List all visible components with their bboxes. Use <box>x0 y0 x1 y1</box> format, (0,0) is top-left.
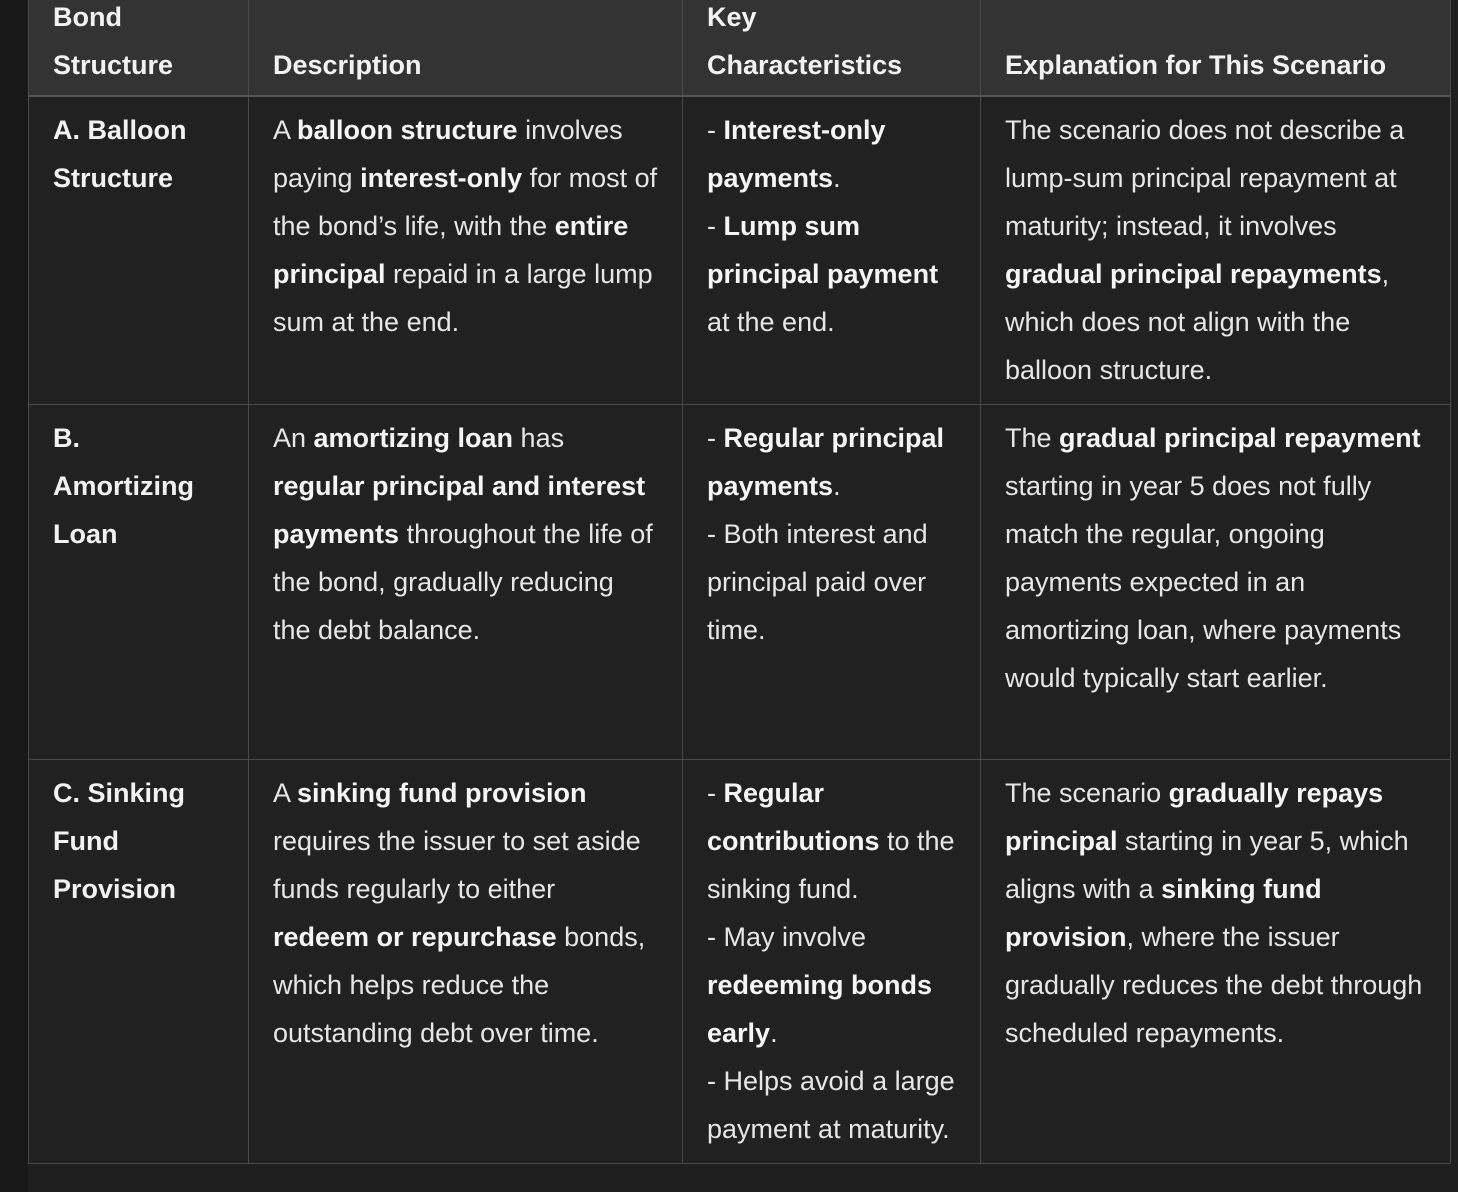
bold-text: Lump sum principal payment <box>707 211 939 289</box>
text-span: - Both interest and principal paid over time. <box>707 519 928 645</box>
row-explanation <box>981 405 1451 760</box>
characteristic-item <box>707 202 956 346</box>
bold-text: Regular contributions <box>707 778 880 856</box>
text-span: - Helps avoid a large payment at maturity. <box>707 1066 955 1144</box>
table-body <box>29 96 1451 1164</box>
bold-text: Interest-only payments <box>707 115 886 193</box>
text-span: at the end. <box>707 307 835 337</box>
table-row <box>29 405 1451 760</box>
characteristic-item <box>707 913 956 1057</box>
characteristic-item <box>707 769 956 913</box>
table-row <box>29 760 1451 1164</box>
left-gutter <box>0 0 28 1192</box>
text-span: An <box>273 423 314 453</box>
text-span: has <box>513 423 565 453</box>
header-description: Description <box>249 0 683 96</box>
text-span: - May involve <box>707 922 867 952</box>
text-span: - <box>707 211 724 241</box>
bold-text: amortizing loan <box>313 423 514 453</box>
bold-text: entire principal <box>273 211 629 289</box>
row-description <box>249 96 683 405</box>
bold-text: regular principal and interest payments <box>273 471 646 549</box>
text-span: . <box>833 163 841 193</box>
characteristic-item <box>707 106 956 202</box>
row-description <box>249 760 683 1164</box>
text-span: . <box>770 1018 778 1048</box>
bond-structure-table <box>28 0 1451 1164</box>
text-span: A <box>273 115 298 145</box>
row-name: A. Balloon Structure <box>29 96 249 405</box>
bold-text: sinking fund provision <box>1005 874 1322 952</box>
characteristic-item <box>707 510 956 654</box>
bold-text: gradual principal repayment <box>1059 423 1421 453</box>
bold-text: redeem or repurchase <box>273 922 557 952</box>
bold-text: sinking fund provision <box>297 778 587 808</box>
row-characteristics <box>683 96 981 405</box>
text-span: . <box>833 471 841 501</box>
text-span: - <box>707 423 724 453</box>
text-span: repaid in a large lump sum at the end. <box>273 259 653 337</box>
bold-text: Regular principal payments <box>707 423 945 501</box>
text-span: The <box>1005 423 1060 453</box>
text-span: A <box>273 778 298 808</box>
bold-text: balloon structure <box>297 115 518 145</box>
row-explanation <box>981 760 1451 1164</box>
bold-text: interest-only <box>360 163 523 193</box>
text-span: bonds, which helps reduce the outstanding debt over time. <box>273 922 646 1048</box>
text-span: throughout the life of the bond, gradually reducing the debt balance. <box>273 519 653 645</box>
text-span: starting in year 5 does not fully match the regular, ongoing payments expected in an amortizing loan, where payments would typically start earlier. <box>1005 471 1402 693</box>
row-characteristics <box>683 405 981 760</box>
table-header <box>29 0 1451 96</box>
header-bond-structure: Bond Structure <box>29 0 249 96</box>
text-span: requires the issuer to set aside funds regularly to either <box>273 826 641 904</box>
text-span: - <box>707 778 724 808</box>
header-explanation: Explanation for This Scenario <box>981 0 1451 96</box>
bold-text: redeeming bonds early <box>707 970 933 1048</box>
text-span: The scenario <box>1005 778 1169 808</box>
text-span: The scenario does not describe a lump-sum principal repayment at maturity; instead, it involves <box>1005 115 1405 241</box>
text-span: involves paying <box>273 115 623 193</box>
header-key-characteristics: Key Characteristics <box>683 0 981 96</box>
text-span: starting in year 5, which aligns with a <box>1005 826 1409 904</box>
text-span: , which does not align with the balloon structure. <box>1005 259 1390 385</box>
row-name: B. Amortizing Loan <box>29 405 249 760</box>
characteristic-item <box>707 1057 956 1153</box>
row-characteristics <box>683 760 981 1164</box>
text-span: for most of the bond’s life, with the <box>273 163 658 241</box>
header-row <box>29 0 1451 96</box>
row-name: C. Sinking Fund Provision <box>29 760 249 1164</box>
comparison-table-container <box>28 0 1450 1164</box>
text-span: to the sinking fund. <box>707 826 955 904</box>
text-span: , where the issuer gradually reduces the debt through scheduled repayments. <box>1005 922 1423 1048</box>
text-span: - <box>707 115 724 145</box>
row-description <box>249 405 683 760</box>
table-row <box>29 96 1451 405</box>
bold-text: gradual principal repayments <box>1005 259 1382 289</box>
characteristic-item <box>707 414 956 510</box>
bold-text: gradually repays principal <box>1005 778 1384 856</box>
row-explanation <box>981 96 1451 405</box>
